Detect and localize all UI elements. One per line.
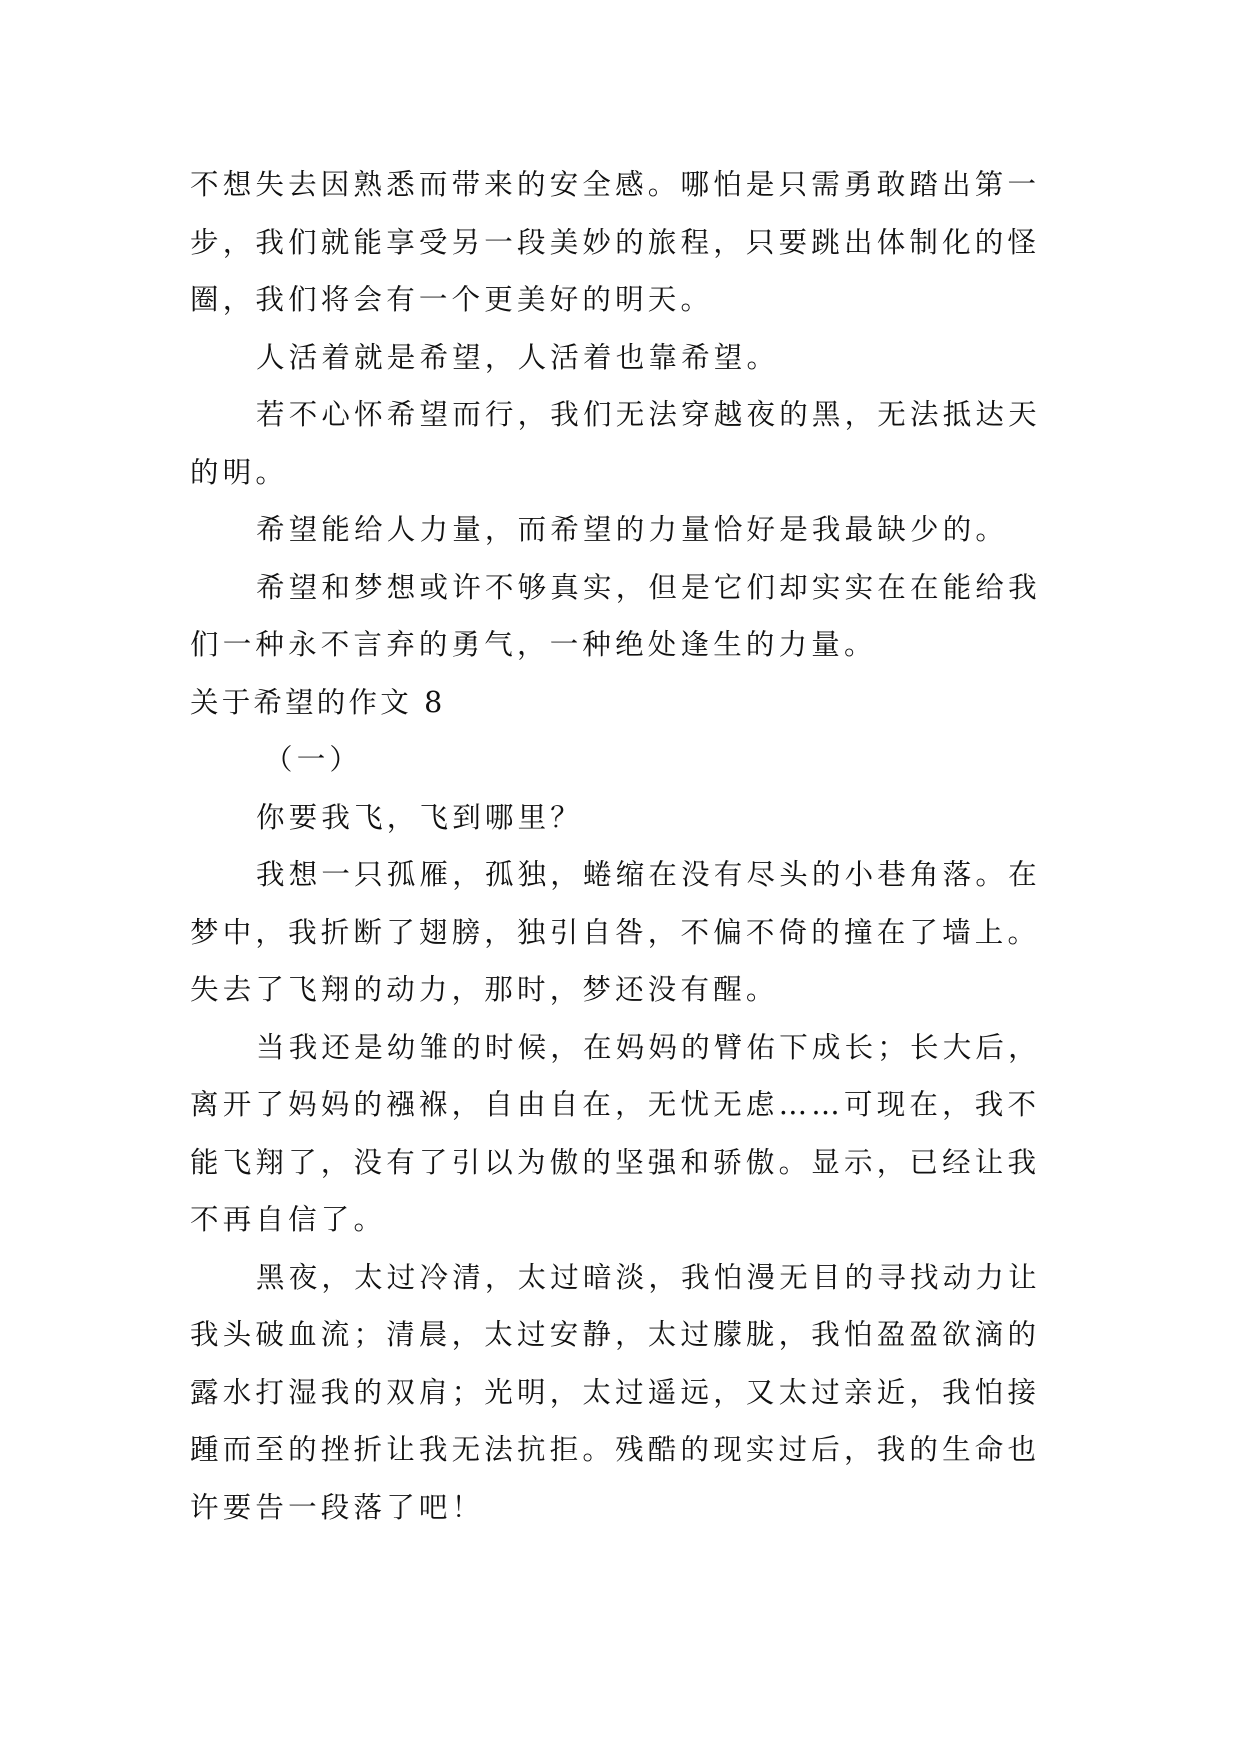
text-line: 步，我们就能享受另一段美妙的旅程，只要跳出体制化的怪 xyxy=(190,225,1041,259)
paragraph-line: 你要我飞，飞到哪里？ xyxy=(256,800,584,834)
text-line: 梦中，我折断了翅膀，独引自咎，不偏不倚的撞在了墙上。 xyxy=(190,915,1041,949)
paragraph-line: 若不心怀希望而行，我们无法穿越夜的黑，无法抵达天 xyxy=(256,398,1041,431)
paragraph-line: 人活着就是希望，人活着也靠希望。 xyxy=(256,340,780,374)
text-line: 的明。 xyxy=(190,455,289,489)
essay-text xyxy=(190,156,1070,1536)
text-line: 不想失去因熟悉而带来的安全感。哪怕是只需勇敢踏出第一 xyxy=(190,168,1041,201)
text-line: 踵而至的挫折让我无法抗拒。残酷的现实过后，我的生命也 xyxy=(190,1433,1041,1466)
text-line: 我头破血流；清晨，太过安静，太过朦胧，我怕盈盈欲滴的 xyxy=(190,1318,1041,1351)
text-line: 许要告一段落了吧！ xyxy=(190,1490,485,1524)
paragraph-line: 希望和梦想或许不够真实，但是它们却实实在在能给我 xyxy=(256,570,1041,604)
essay-heading: 关于希望的作文 8 xyxy=(190,685,446,719)
section-marker: （一） xyxy=(264,743,363,776)
text-line: 们一种永不言弃的勇气，一种绝处逢生的力量。 xyxy=(190,628,877,661)
paragraph-line: 当我还是幼雏的时候，在妈妈的臂佑下成长；长大后， xyxy=(256,1030,1041,1064)
text-line: 不再自信了。 xyxy=(190,1203,387,1236)
paragraph-line: 希望能给人力量，而希望的力量恰好是我最缺少的。 xyxy=(256,513,1009,546)
paragraph-line: 我想一只孤雁，孤独，蜷缩在没有尽头的小巷角落。在 xyxy=(256,858,1041,891)
text-line: 露水打湿我的双肩；光明，太过遥远，又太过亲近，我怕接 xyxy=(190,1375,1041,1409)
text-line: 离开了妈妈的襁褓，自由自在，无忧无虑……可现在，我不 xyxy=(190,1088,1041,1121)
text-line: 能飞翔了，没有了引以为傲的坚强和骄傲。显示，已经让我 xyxy=(190,1145,1041,1179)
text-line: 失去了飞翔的动力，那时，梦还没有醒。 xyxy=(190,973,779,1006)
paragraph-line: 黑夜，太过冷清，太过暗淡，我怕漫无目的寻找动力让 xyxy=(256,1260,1041,1294)
text-line: 圈，我们将会有一个更美好的明天。 xyxy=(190,283,714,316)
